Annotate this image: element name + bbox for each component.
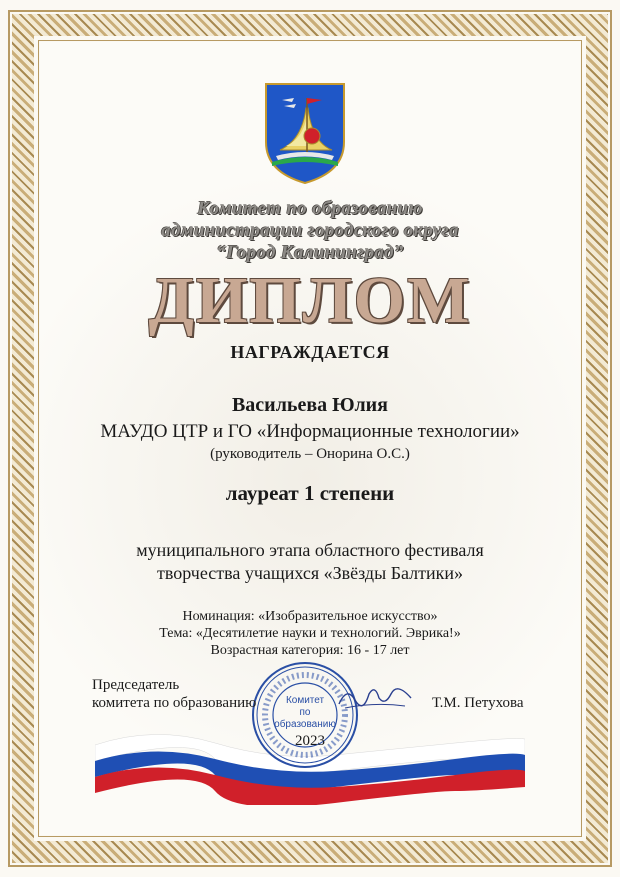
award-degree: лауреат 1 степени (225, 481, 395, 505)
committee-line-3: “Город Калининград” (216, 242, 404, 263)
chair-title-line-2: комитета по образованию (92, 695, 257, 711)
recipient-name: Васильева Юлия (231, 394, 389, 416)
stamp-line-1: Комитет (285, 695, 325, 706)
event-line-2: творчества учащихся «Звёзды Балтики» (156, 563, 464, 583)
nomination: Номинация: «Изобразительное искусство» (182, 609, 438, 624)
theme: Тема: «Десятилетие науки и технологий. Эврика!» (159, 626, 461, 641)
diploma-title: ДИПЛОМ (148, 264, 472, 337)
issue-year: 2023 (295, 733, 325, 749)
recipient-supervisor: (руководитель – Онорина О.С.) (210, 446, 410, 462)
coat-of-arms-icon (262, 80, 348, 186)
recipient-organization: МАУДО ЦТР и ГО «Информационные технологии» (100, 421, 520, 442)
stamp-line-3: образованию (274, 719, 336, 730)
awarded-heading: НАГРАЖДАЕТСЯ (230, 342, 390, 362)
committee-line-1: Комитет по образованию (197, 198, 423, 219)
stamp-line-2: по (299, 707, 311, 718)
committee-header (90, 198, 530, 264)
signature-icon (335, 676, 415, 716)
chair-title-line-1: Председатель (92, 677, 180, 693)
committee-line-2: администрации городского округа (161, 220, 459, 241)
event-line-1: муниципального этапа областного фестиваля (136, 540, 484, 560)
age-category: Возрастная категория: 16 - 17 лет (210, 643, 410, 658)
chair-name: Т.М. Петухова (432, 695, 524, 711)
